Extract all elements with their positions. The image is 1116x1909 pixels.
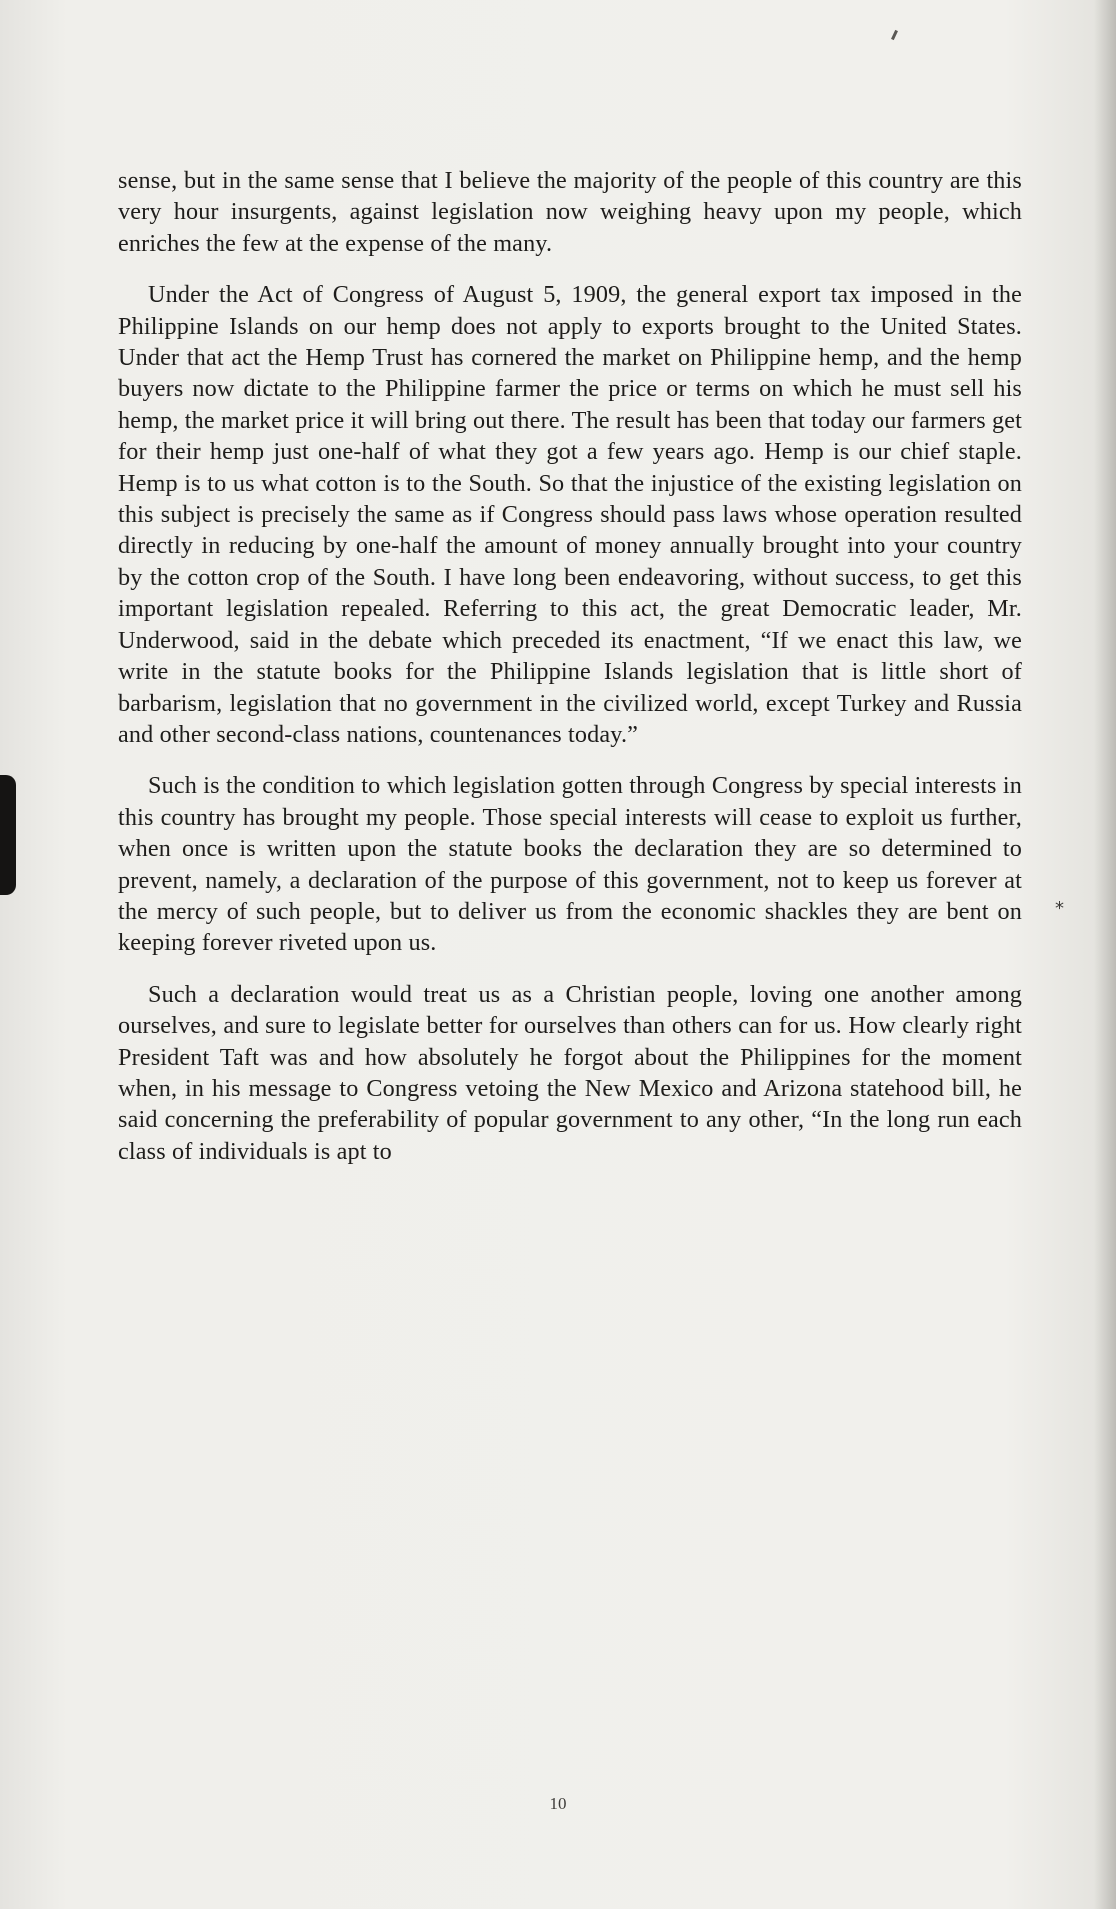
margin-asterisk: * xyxy=(1055,898,1064,919)
paragraph-special-interests: Such is the condition to which legislation gotten through Congress by special interests in this country has brought my people. Those special interests will cease to exploit us further, when once is written upon the statute books the declaration they are so determined to prevent, namely, a declaration of the purpose of this government, not to keep us forever at the mercy of such people, but to deliver us from the economic shackles they are bent on keeping forever riveted upon us. xyxy=(118,772,1022,957)
page-number: 10 xyxy=(549,1794,567,1813)
body-text xyxy=(118,165,1022,1187)
paragraph-hemp-tax: Under the Act of Congress of August 5, 1909, the general export tax imposed in the Philippine Islands on our hemp does not apply to exports brought to the United States. Under that act the Hemp Trust has cornered the market on Philippine hemp, and the hemp buyers now dictate to the Philippine farmer the price or terms on which he must sell his hemp, the market price it will bring out there. The result has been that today our farmers get for their hemp just one-half of what they got a few years ago. Hemp is our chief staple. Hemp is to us what cotton is to the South. So that the injustice of the existing legislation on this subject is precisely the same as if Congress should pass laws whose operation resulted directly in reducing by one-half the amount of money annually brought into your country by the cotton crop of the South. I have long been endeavoring, without success, to get this important legislation repealed. Referring to this act, the great Democratic leader, Mr. Underwood, said in the debate which preceded its enactment, “If we enact this law, we write in the statute books for the Philippine Islands legislation that is little short of barbarism, legislation that no government in the civilized world, except Turkey and Russia and other second-class nations, countenances today.” xyxy=(118,281,1022,748)
page-edge-shadow xyxy=(1094,0,1116,1909)
corner-mark xyxy=(891,30,898,40)
paragraph-declaration: Such a declaration would treat us as a Christian people, loving one another among ourselves, and sure to legislate better for ourselves than others can for us. How clearly right President Taft was and how absolutely he forgot about the Philippines for the moment when, in his message to Congress vetoing the New Mexico and Arizona statehood bill, he said concerning the preferability of popular government to any other, “In the long run each class of individuals is apt to xyxy=(118,980,1022,1165)
binding-mark xyxy=(0,775,16,895)
paragraph-continuation: sense, but in the same sense that I believe the majority of the people of this country are this very hour insurgents, against legislation now weighing heavy upon my people, which enriches the few at the expense of the many. xyxy=(118,167,1022,257)
